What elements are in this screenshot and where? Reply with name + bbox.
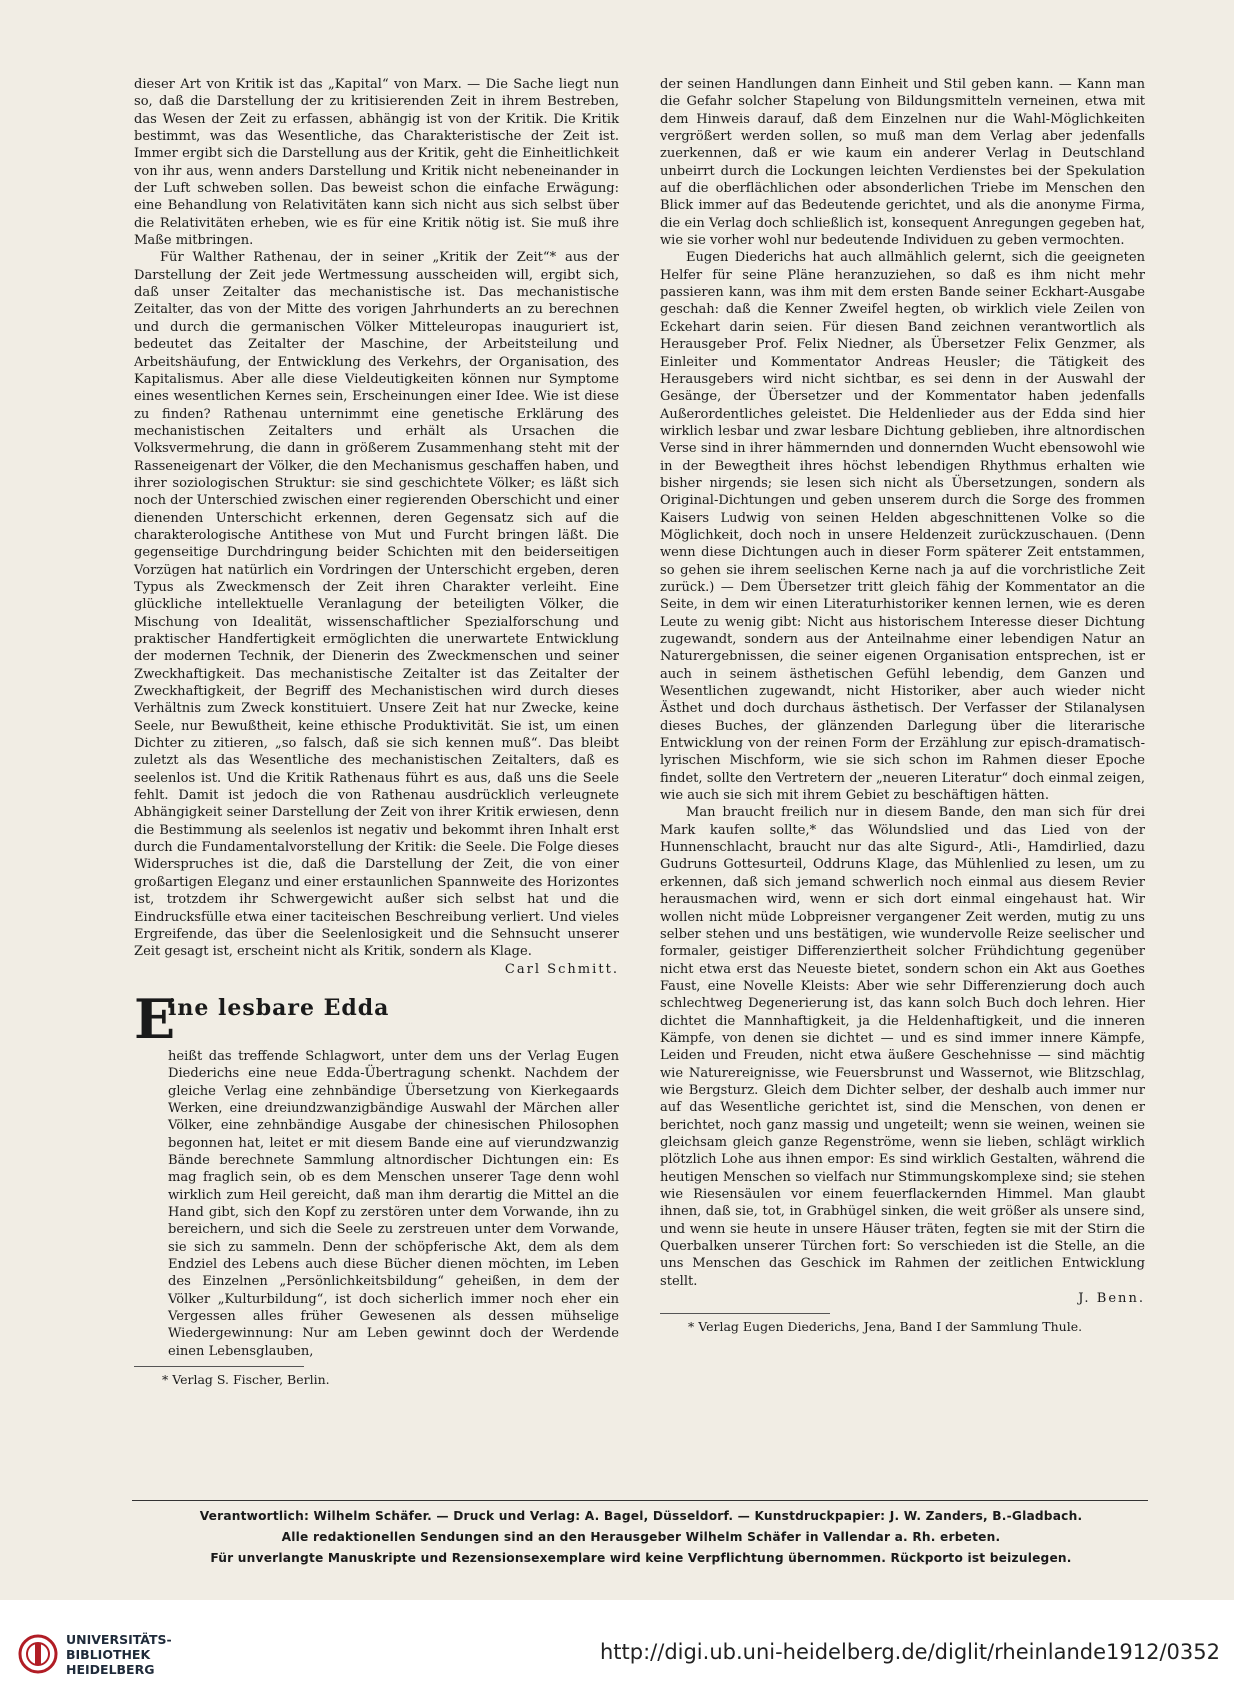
footnote: * Verlag S. Fischer, Berlin.	[162, 1372, 330, 1388]
source-url-link[interactable]: http://digi.ub.uni-heidelberg.de/diglit/rheinlande1912/0352	[599, 1640, 1220, 1664]
signature: Carl Schmitt.	[504, 961, 619, 977]
imprint-block	[126, 1506, 1156, 1569]
footnote: * Verlag Eugen Diederichs, Jena, Band I der Sammlung Thule.	[688, 1319, 1083, 1335]
paragraph: Eugen Diederichs hat auch allmählich gelernt, sich die geeigneten Helfer für seine Pläne heranzuziehen, so daß es ihm nicht mehr passieren kann, was ihm mit dem ersten Bande seiner Eckhart-Ausgabe geschah: daß die Kenner Zweifel hegten, ob wirklich viele Zeilen von Eckehart darin seien. Für diesen Band zeichnen verantwortlich als Herausgeber Prof. Felix Niedner, als Übersetzer Felix Genzmer, als Einleiter und Kommentator Andreas Heusler; die Tätigkeit des Herausgebers wird nicht sichtbar, es sei denn in der Auswahl der Gesänge, der Übersetzer und der Kommentator haben jedenfalls Außerordentliches geleistet. Die Heldenlieder aus der Edda sind hier wirklich lesbar und zwar lesbare Dichtung geblieben, ihre altnordischen Verse sind in ihrer hämmernden und donnernden Wucht ebensowohl wie in der Bewegtheit ihres höchst lebendigen Rhythmus erhalten wie bisher nirgends; sie lesen sich nicht als Übersetzungen, sondern als Original-Dichtungen und geben unserem durch die Sorge des frommen Kaisers Ludwig von seinen Helden abgeschnittenen Volke so die Möglichkeit, doch noch in unsere Heldenzeit zurückzuschauen. (Denn wenn diese Dichtungen auch in dieser Form späterer Zeit entstammen, so gehen sie ihrem seelischen Kerne nach ja auf die vorchristliche Zeit zurück.) — Dem Übersetzer tritt gleich fähig der Kommentator an die Seite, in dem wir einen Literaturhistoriker kennen lernen, wie es deren Leute zu wenig gibt: Nicht aus historischem Interesse dieser Dichtung zugewandt, sondern aus der Anteilnahme einer lebendigen Natur an Naturergebnissen, die seiner eigenen Organisation entsprechen, ist er auch in seinem ästhetischen Gefühl lebendig, dem Ganzen und Wesentlichen zugewandt, nicht Historiker, aber auch wieder nicht Ästhet und doch durchaus ästhetisch. Der Verfasser der Stilanalysen dieses Buches, der glänzenden Darlegung über die literarische Entwicklung von der reinen Form der Erzählung zur episch-dramatisch-lyrischen Mischform, wie sie sich schon im Rahmen dieser Epoche findet, sollte den Vertretern der „neueren Literatur“ doch einmal zeigen, wie auch sie sich mit ihrem Gebiet zu beschäftigen hätten.	[660, 250, 1145, 804]
section-heading	[134, 986, 619, 1051]
left-text-column	[134, 76, 619, 1388]
paragraph: dieser Art von Kritik ist das „Kapital“ von Marx. — Die Sache liegt nun so, daß die Darstellung der zu kritisierenden Zeit in ihrem Bestreben, das Wesen der Zeit zu erfassen, abhängig ist von der Kritik. Die Kritik bestimmt, was das Wesentliche, das Charakteristische der Zeit ist. Immer ergibt sich die Darstellung aus der Kritik, geht die Einheitlichkeit von ihr aus, wenn anders Darstellung und Kritik nicht nebeneinander in der Luft schweben sollen. Das beweist schon die einfache Erwägung: eine Behandlung von Relativitäten kann sich nicht aus sich selbst über die Relativitäten erheben, wie es für eine Kritik nötig ist. Sie muß ihre Maße mitbringen.	[134, 77, 619, 249]
imprint-line: Für unverlangte Manuskripte und Rezensionsexemplare wird keine Verpflichtung übernommen. Rückporto ist beizulegen.	[210, 1551, 1072, 1565]
footnote-rule	[660, 1313, 830, 1314]
footnote-rule	[134, 1366, 304, 1367]
signature: J. Benn.	[1078, 1291, 1145, 1307]
right-text-column	[660, 76, 1145, 1336]
library-name: UNIVERSITÄTS- BIBLIOTHEK HEIDELBERG	[66, 1632, 172, 1677]
imprint-line: Verantwortlich: Wilhelm Schäfer. — Druck und Verlag: A. Bagel, Düsseldorf. — Kunstdruckpapier: J. W. Zanders, B.-Gladbach.	[199, 1509, 1083, 1523]
paragraph: Man braucht freilich nur in diesem Bande, den man sich für drei Mark kaufen sollte,* das Wölundslied und das Lied von der Hunnenschlacht, braucht nur das alte Sigurd-, Atli-, Hamdirlied, dazu Gudruns Gottesurteil, Oddruns Klage, das Mühlenlied zu lesen, um zu erkennen, daß sich jemand schwerlich noch einmal aus diesem Revier herausmachen wird, wenn er sich dort einmal eingehaust hat. Wir wollen nicht müde Lobpreisner vergangener Zeit werden, mutig zu uns selber stehen und uns bestätigen, wie wundervolle Reize seelischer und formaler, geistiger Differenziertheit solcher Frühdichtung gegenüber nicht etwa erst das Neueste bietet, sondern schon ein Akt aus Goethes Faust, eine Novelle Kleists: Aber wie sehr Differenzierung doch auch schlechtweg Degenerierung ist, das kann solch Buch doch lehren. Hier dichtet die Mannhaftigkeit, ja die Heldenhaftigkeit, und die inneren Kämpfe, von denen sie dichtet — und es sind immer innere Kämpfe, Leiden und Freuden, nicht etwa äußere Geschehnisse — sind mächtig wie Naturereignisse, wie Feuersbrunst und Wassernot, wie Blitzschlag, wie Bergsturz. Gleich dem Dichter selber, der deshalb auch immer nur auf das Wesentliche gerichtet ist, sind die Menschen, von denen er berichtet, noch ganz massig und ungeteilt; wenn sie weinen, weinen sie gleichsam gleich ganze Regenströme, wenn sie lieben, schlägt wirklich plötzlich Lohe aus ihnen empor: Es sind wirklich Gestalten, während die heutigen Menschen so vielfach nur Stimmungskomplexe sind; sie stehen wie Riesensäulen vor einem feuerflackernden Himmel. Man glaubt ihnen, daß sie, tot, in Grabhügel sinken, die weit größer als unsere sind, und wenn sie heute in unsere Häuser träten, fegten sie mit der Stirn die Querbalken unserer Türchen fort: So verschieden ist die Stelle, an die uns Menschen das Geschick im Rahmen der zeitlichen Entwicklung stellt.	[660, 805, 1145, 1289]
paragraph: Für Walther Rathenau, der in seiner „Kritik der Zeit“* aus der Darstellung der Zeit jede Wertmessung ausscheiden will, ergibt sich, daß unser Zeitalter das mechanistische ist. Das mechanistische Zeitalter, das von der Mitte des vorigen Jahrhunderts an zu berechnen und durch die germanischen Völker Mitteleuropas inauguriert ist, bedeutet das Zeitalter der Maschine, der Arbeitsteilung und Arbeitshäufung, der Entwicklung des Verkehrs, der Organisation, des Kapitalismus. Aber alle diese Vieldeutigkeiten können nur Symptome eines wesentlichen Kernes sein, Erscheinungen einer Idee. Wie ist diese zu finden? Rathenau unternimmt eine genetische Erklärung des mechanistischen Zeitalters und erhält als Ursachen die Volksvermehrung, die dann in größerem Zusammenhang steht mit der Rasseneigenart der Völker, die den Mechanismus geschaffen haben, und ihrer soziologischen Struktur: sie sind geschichtete Völker; es läßt sich noch der Unterschied zwischen einer regierenden Oberschicht und einer dienenden Unterschicht erkennen, deren Gegensatz sich auf die charakterologische Antithese von Mut und Furcht bringen läßt. Die gegenseitige Durchdringung beider Schichten mit den beiderseitigen Vorzügen hat natürlich ein Vordringen der Unterschicht ergeben, deren Typus als Zweckmensch der Zeit ihren Charakter verleiht. Eine glückliche intellektuelle Veranlagung der beteiligten Völker, die Mischung von Idealität, wissenschaftlicher Spezialforschung und praktischer Handfertigkeit ermöglichten die unerwartete Entwicklung der modernen Technik, der Dienerin des Zweckmenschen und seiner Zweckhaftigkeit. Das mechanistische Zeitalter ist das Zeitalter der Zweckhaftigkeit, der Begriff des Mechanistischen wird durch dieses Verhältnis zum Zweck konstituiert. Unsere Zeit hat nur Zwecke, keine Seele, nur Bewußtheit, keine ethische Produktivität. Sie ist, um einen Dichter zu zitieren, „so falsch, daß sie sich kennen muß“. Das bleibt zuletzt als das Wesentliche des mechanistischen Zeitalters, daß es seelenlos ist. Und die Kritik Rathenaus führt es aus, daß uns die Seele fehlt. Damit ist jedoch die von Rathenau ausdrücklich verleugnete Abhängigkeit seiner Darstellung der Zeit von ihrer Kritik erwiesen, denn die Bestimmung als seelenlos ist negativ und bekommt ihren Inhalt erst durch die Fundamentalvorstellung der Kritik: die Seele. Die Folge dieses Widerspruches ist die, daß die Darstellung der Zeit, die von einer großartigen Eleganz und einer erstaunlichen Spannweite des Horizontes ist, trotzdem ihr Schwergewicht außer sich selbst hat und die Eindrucksfülle etwa einer taciteischen Beschreibung verliert. Und vieles Ergreifende, das über die Seelenlosigkeit und die Sehnsucht unserer Zeit gesagt ist, erscheint nicht als Kritik, sondern als Klage.	[134, 250, 619, 960]
imprint-line: Alle redaktionellen Sendungen sind an den Herausgeber Wilhelm Schäfer in Vallendar a. Rh. erbeten.	[281, 1530, 1001, 1544]
paragraph: der seinen Handlungen dann Einheit und Stil geben kann. — Kann man die Gefahr solcher Stapelung von Bildungsmitteln verneinen, etwa mit dem Hinweis darauf, daß dem Einzelnen nur die Wahl-Möglichkeiten vergrößert werden sollen, so muß man dem Verlag aber jedenfalls zuerkennen, daß er wie kaum ein anderer Verlag in Deutschland unbeirrt durch die Lockungen leichten Verdienstes bei der Spekulation auf die oberflächlichen oder absonderlichen Triebe im Menschen den Blick immer auf das Bedeutende gerichtet, und als die anonyme Firma, die ein Verlag doch schließlich ist, konsequent Anregungen gegeben hat, wie sie vorher wohl nur bedeutende Individuen zu geben vermochten.	[660, 77, 1145, 249]
imprint-rule	[132, 1500, 1148, 1501]
section-title: ine lesbare Edda	[168, 994, 390, 1021]
drop-cap-initial: E	[134, 986, 176, 1051]
viewer-footer	[0, 1600, 1234, 1702]
university-seal-icon	[18, 1634, 58, 1674]
paragraph: heißt das treffende Schlagwort, unter dem uns der Verlag Eugen Diederichs eine neue Edda-Übertragung schenkt. Nachdem der gleiche Verlag eine zehnbändige Übersetzung von Kierkegaards Werken, eine dreiundzwanzigbändige Auswahl der Märchen aller Völker, eine zehnbändige Ausgabe der chinesischen Philosophen begonnen hat, leitet er mit diesem Bande eine auf vierundzwanzig Bände berechnete Sammlung altnordischer Dichtungen ein: Es mag fraglich sein, ob es dem Menschen unserer Tage denn wohl wirklich zum Heil gereicht, daß man ihm derartig die Mittel an die Hand gibt, sich den Kopf zu zerstören unter dem Vorwande, ihn zu bereichern, und sich die Seele zu zerstreuen unter dem Vorwande, sie sich zu sammeln. Denn der schöpferische Akt, dem als dem Endziel des Lebens auch diese Bücher dienen möchten, im Leben des Einzelnen „Persönlichkeitsbildung“ geheißen, in dem der Völker „Kulturbildung“, ist doch sicherlich immer noch eher ein Vergessen alles früher Gewesenen als dessen mühselige Wiedergewinnung: Nur am Leben gewinnt doch der Werdende einen Lebensglauben,	[168, 1048, 619, 1359]
